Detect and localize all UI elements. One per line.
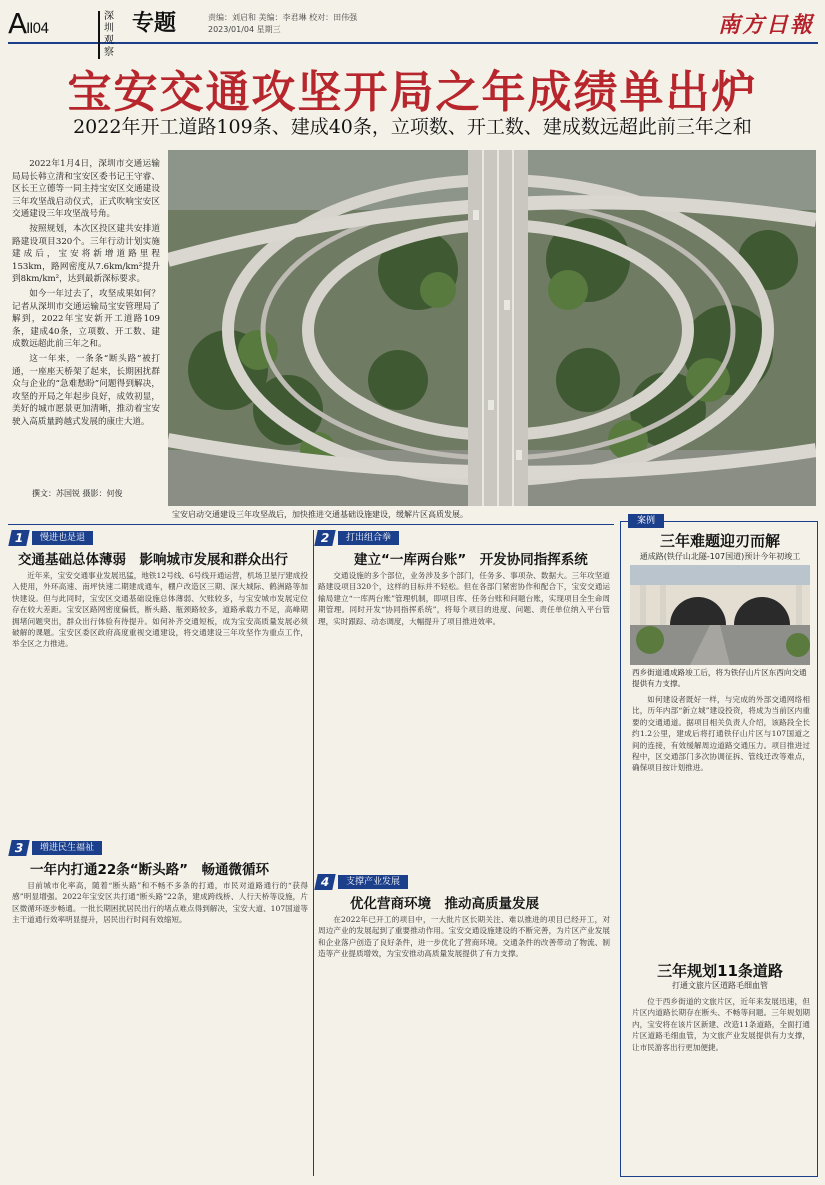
intro-paragraph: 按照规划，本次区投区建共安排道路建设项目320个。三年行动计划实施建成后，宝安将新增道路里程153km，路网密度从7.6km/km²提升到8km/km²，达到最新深标要求。 [12, 223, 160, 285]
credits: 责编：刘启和 美编：李君琳 校对：田伟强 2023/01/04 星期三 [208, 13, 358, 34]
section-3-title: 一年内打通22条“断头路” 畅通微循环 [30, 862, 270, 878]
section-divider [8, 524, 614, 525]
section-2-title: 建立“一库两台账” 开发协同指挥系统 [354, 552, 588, 568]
case-body: 如何建设者既好一样，与完成的外部交通网络相比，历年内部“新立城”建设投资，将成为当前区内重要的交通通道。据项目相关负责人介绍，该路段全长约1.2公里，建成后将打通铁仔山片区与107国道之间的连接，有效缓解周边道路交通压力。项目推进过程中，区交通部门多次协调征拆、管线迁改等难点，确保项目按计划推进。 [632, 695, 810, 773]
section-name: 深圳观察 [98, 11, 122, 59]
section-3-body: 目前城市化率高，随着“断头路”和不畅不多条的打通，市民对道路通行的“获得感”明显增强。2022年宝安区共打通“断头路”22条，建成跨线桥、人行天桥等设施，片区微循环逐步畅通。一批长期困扰居民出行的堵点难点得到解决，宝安大道、107国道等主干道通行效率明显提升，居民出行时间有效缩短。 [12, 881, 308, 925]
case-tag: 案例 [628, 514, 664, 528]
tunnel-photo [630, 565, 810, 665]
section-label: 慢进也是退 [32, 531, 93, 545]
section-1-title: 交通基础总体薄弱 影响城市发展和群众出行 [18, 552, 288, 568]
case-title-2: 三年规划11条道路 [657, 962, 783, 980]
interchange-illustration [168, 150, 816, 506]
tunnel-illustration [630, 565, 810, 665]
subheadline: 2022年开工道路109条、建成40条，立项数、开工数、建成数远超此前三年之和 [73, 116, 752, 138]
section-1-body: 近年来，宝安交通事业发展迅猛，地铁12号线、6号线开通运营，机场卫星厅建成投入使用，外环高速、南坪快速二期建成通车，棚户改造区三期、深大城际、鹤洲路等加快建设。但与此同时，宝安区交通基础设施总体薄弱、欠账较多，与宝安城市发展定位存在较大差距。宝安区路网密度偏低，断头路、瓶颈路较多，道路承载力不足，高峰期拥堵问题突出，群众出行体验有待提升。如何补齐交通短板，成为宝安高质量发展必须破解的课题。宝安区委区政府高度重视交通建设，将交通建设三年攻坚作为重点工作，举全区之力推进。 [12, 571, 308, 649]
section-4-header [316, 874, 496, 888]
section-label: 支撑产业发展 [338, 875, 408, 889]
page-header [8, 6, 818, 58]
section-label: 增进民生福祉 [32, 841, 102, 855]
section-4-title: 优化营商环境 推动高质量发展 [350, 896, 539, 912]
section-number: 3 [8, 840, 29, 856]
section-number: 2 [314, 530, 335, 546]
tunnel-photo-caption: 西乡街道通成路竣工后，将为铁仔山片区东西向交通提供有力支撑。 [632, 668, 807, 688]
headline: 宝安交通攻坚开局之年成绩单出炉 [67, 67, 758, 118]
case-subtitle: 通成路(铁仔山北隧-107国道)预计今年初竣工 [639, 552, 801, 561]
section-label: 打出组合拳 [338, 531, 399, 545]
aerial-interchange-photo [168, 150, 816, 506]
case-body-2: 位于西乡街道的文旅片区，近年来发展迅速，但片区内道路长期存在断头、不畅等问题。三年规划期内，宝安将在该片区新建、改造11条道路，全面打通片区道路毛细血管，为文旅产业发展提供有力支撑，让市民游客出行更加便捷。 [632, 997, 810, 1052]
section-1-header [10, 530, 190, 544]
case-title: 三年难题迎刃而解 [659, 532, 780, 550]
section-number: 4 [314, 874, 335, 890]
section-number: 1 [8, 530, 29, 546]
intro-column [12, 158, 160, 498]
newspaper-logo: 南方日報 [717, 12, 814, 38]
column-divider [313, 530, 314, 1176]
byline: 撰文：苏国锐 摄影：何俊 [32, 489, 123, 498]
section-3-header [10, 840, 190, 854]
section-4-body: 在2022年已开工的项目中，一大批片区长期关注、难以推进的项目已经开工，对周边产业的发展起到了重要推动作用。宝安交通设施建设的不断完善，为片区产业发展和企业落户创造了良好条件，进一步优化了营商环境。交通条件的改善带动了物流、制造等产业提质增效，为宝安推动高质量发展提供了有力支撑。 [318, 915, 610, 959]
case-subtitle-2: 打通文旅片区道路毛细血管 [672, 981, 768, 990]
section-2-header [316, 530, 496, 544]
photo-caption: 宝安启动交通建设三年攻坚战后，加快推进交通基础设施建设，缓解片区高质发展。 [172, 510, 468, 519]
column-name: 专题 [132, 11, 177, 36]
page-number: AII04 [8, 7, 49, 40]
intro-paragraph: 2022年1月4日，深圳市交通运输局局长韩立清和宝安区委书记王守睿、区长王立德等一同主持宝安区交通建设三年攻坚战启动仪式，正式吹响宝安区交通建设三年攻坚战号角。 [12, 159, 160, 220]
intro-paragraph: 如今一年过去了，攻坚成果如何？记者从深圳市交通运输局宝安管理局了解到，2022年宝安新开工道路109条，建成40条，立项数、开工数、建成数远超此前三年之和。 [12, 288, 160, 350]
intro-paragraph: 这一年来，一条条“断头路”被打通，一座座天桥架了起来，长期困扰群众与企业的“急难愁盼”问题得到解决，攻坚的开局之年起步良好，成效初显，美好的城市愿景更加清晰，推动着宝安驶入高质量跨越式发展的康庄大道。 [12, 353, 160, 427]
section-2-body: 交通设施的多个部位，业务涉及多个部门，任务多、事项杂、数据大。三年攻坚道路建设项目320个，这样的目标并不轻松。但在各部门紧密协作和配合下，宝安交通运输局建立“一库两台账”管理机制，即项目库、任务台账和问题台账，实现项目全生命周期管理。同时开发“协同指挥系统”，将每个项目的进度、问题、责任单位纳入平台管理，实时跟踪、动态调度，大幅提升了项目推进效率。 [318, 571, 610, 626]
